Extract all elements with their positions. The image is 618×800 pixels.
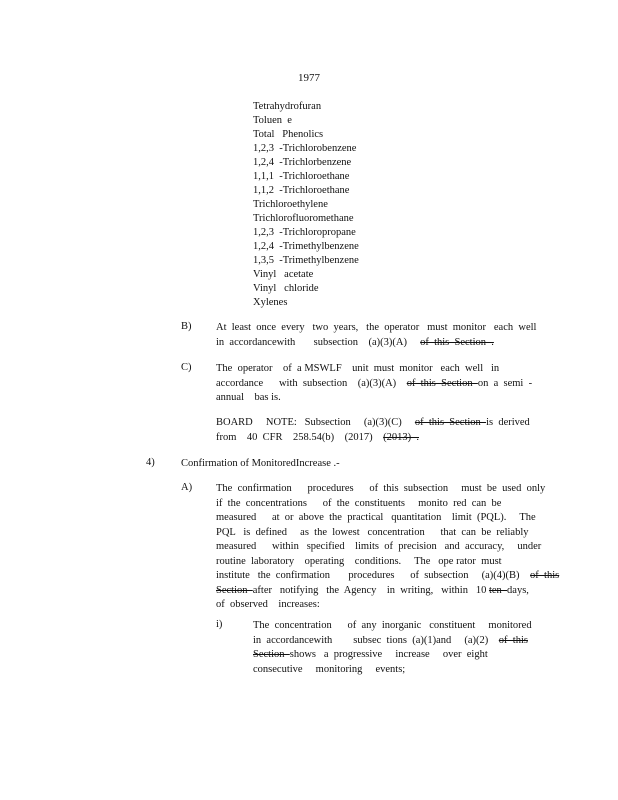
item-b-line: At least once every two years, the operator must monitor each well <box>216 322 537 333</box>
item-b-line <box>216 336 536 351</box>
text-run: BOARD NOTE: Subsection (a)(3)(C) <box>216 417 415 428</box>
item-b-label: B) <box>181 321 192 332</box>
chemical-item: Vinyl chloride <box>253 283 319 294</box>
struck-text: of this Section <box>414 417 487 428</box>
item-4a-line: if the concentrations of the constituents monito red can be <box>216 497 502 509</box>
board-note-line <box>216 431 530 446</box>
chemical-item: Trichloroethylene <box>253 199 328 210</box>
text-run: accordance with subsection (a)(3)(A) <box>216 377 407 389</box>
item-b-text <box>216 321 536 350</box>
item-c-line: The operator of a MSWLF unit must monitor each well in <box>216 363 500 374</box>
struck-text: of this <box>530 570 560 581</box>
text-run: shows a progressive increase over eight <box>289 649 488 660</box>
text-run: in accordancewith subsection (a)(3)(A) <box>216 336 421 348</box>
chemical-item: Tetrahydrofuran <box>253 101 322 112</box>
item-4a-label: A) <box>181 482 193 493</box>
chemical-item: 1,2,3 -Trichloropropane <box>253 227 356 238</box>
item-c-line <box>216 377 532 392</box>
text-run: days, <box>507 584 529 596</box>
text-run: is derived <box>486 417 530 428</box>
item-c-line: annual bas is. <box>216 392 281 403</box>
item-4a-line: measured at or above the practical quantitation limit (PQL). The <box>216 512 536 523</box>
text-run: in accordancewith subsec tions (a)(1)and (a)(2) <box>253 634 499 646</box>
item-c-label: C) <box>181 362 192 373</box>
struck-text: (2013) . <box>383 431 419 443</box>
chemical-item: 1,2,4 -Trichlorbenzene <box>253 157 352 168</box>
item-4a-line: of observed increases: <box>216 599 320 610</box>
item-4a-text <box>216 482 559 613</box>
text-run: after notifying the Agency in writing, within 10 <box>252 584 489 596</box>
chemical-item: Total Phenolics <box>253 129 324 140</box>
struck-text: of this Section . <box>420 336 494 348</box>
chemical-list <box>253 100 359 310</box>
text-run: institute the confirmation procedures of subsection (a)(4)(B) <box>216 570 531 581</box>
board-note <box>216 416 530 445</box>
item-i-line: The concentration of any inorganic constituent monitored <box>253 620 532 631</box>
struck-text: of this Section <box>406 377 478 389</box>
item-4a-line <box>216 569 559 584</box>
text-run: from 40 CFR 258.54(b) (2017) <box>216 431 384 443</box>
chemical-item: Trichlorofluoromethane <box>253 213 354 224</box>
chemical-item: Xylenes <box>253 297 288 308</box>
item-4a-line: routine laboratory operating conditions. The ope rator must <box>216 555 502 567</box>
item-4a-line: PQL is defined as the lowest concentration that can be reliably <box>216 526 529 538</box>
chemical-item: 1,3,5 -Trimethylbenzene <box>253 255 359 266</box>
item-4a-line: The confirmation procedures of this subsection must be used only <box>216 483 546 494</box>
item-4a-line <box>216 584 559 599</box>
item-i-line: consecutive monitoring events; <box>253 663 406 675</box>
chemical-item: 1,1,2 -Trichloroethane <box>253 185 350 196</box>
chemical-item: 1,2,4 -Trimethylbenzene <box>253 241 359 252</box>
item-i-label: i) <box>216 619 223 630</box>
item-4-heading: Confirmation of MonitoredIncrease .- <box>181 458 340 469</box>
chemical-item: 1,2,3 -Trichlorobenzene <box>253 143 357 154</box>
chemical-item: Toluen e <box>253 115 292 126</box>
item-4a-line: measured within specified limits of precision and accuracy, under <box>216 541 542 552</box>
struck-text: of this <box>498 634 528 646</box>
item-i-line <box>253 648 532 663</box>
item-4-label: 4) <box>146 457 155 468</box>
struck-text: Section <box>253 649 290 660</box>
item-c-text <box>216 362 532 406</box>
item-i-line <box>253 634 532 649</box>
struck-text: ten <box>488 584 508 596</box>
chemical-item: Vinyl acetate <box>253 269 314 280</box>
struck-text: Section <box>216 584 253 596</box>
board-note-line <box>216 416 530 431</box>
text-run: on a semi - <box>477 377 533 389</box>
chemical-item: 1,1,1 -Trichloroethane <box>253 171 350 182</box>
item-i-text <box>253 619 532 677</box>
page-number: 1977 <box>298 72 320 84</box>
